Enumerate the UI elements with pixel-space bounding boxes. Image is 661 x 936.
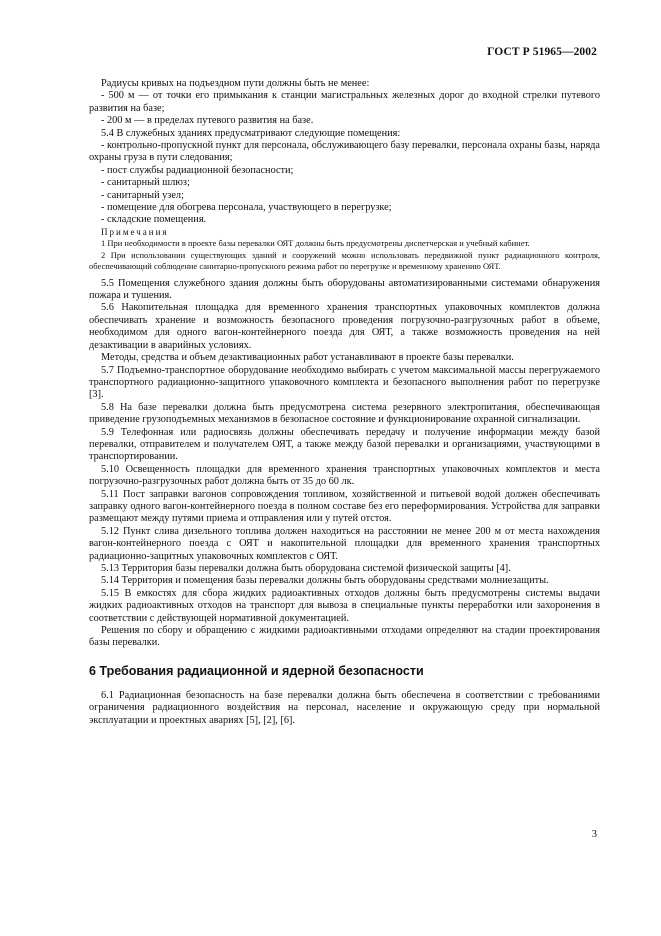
note-item: 2 При использовании существующих зданий и сооружений можно использовать передвижной пункт радиационного контроля, обеспечивающий соблюдение санитарно-пропускного режима работ по перегрузке и временному хранению ОЯТ. — [89, 250, 600, 272]
document-body — [89, 78, 600, 727]
page-number: 3 — [591, 829, 597, 840]
paragraph: 5.10 Освещенность площадки для временного хранения транспортных упаковочных комплектов и места погрузочно-разгрузочных работ должна быть от 35 до 60 лк. — [89, 463, 600, 488]
paragraph: Методы, средства и объем дезактивационных работ устанавливают в проекте базы перевалки. — [101, 352, 514, 364]
paragraph: 5.11 Пост заправки вагонов сопровождения топливом, хозяйственной и питьевой водой должен обеспечивать заправку одного вагон-контейнерного поезда в полном составе без его переформирования. Устройства для заправки размещают между путями приема и отправления или у путей отстоя. — [89, 488, 600, 525]
paragraph: 5.9 Телефонная или радиосвязь должны обеспечивать передачу и получение информации между базой перевалки, отправителем и получателем ОЯТ, а также между базой перевалки и организациями, участвующими в транспортировании. — [89, 426, 600, 463]
paragraph: 5.5 Помещения служебного здания должны быть оборудованы автоматизированными системами обнаружения пожара и тушения. — [89, 277, 600, 302]
paragraph: 5.4 В служебных зданиях предусматривают следующие помещения: — [101, 127, 401, 139]
paragraph: - санитарный узел; — [101, 189, 184, 201]
paragraph: - помещение для обогрева персонала, участвующего в перегрузке; — [101, 202, 392, 214]
document-header: ГОСТ Р 51965—2002 — [487, 46, 597, 58]
paragraph: 5.14 Территория и помещения базы перевалки должны быть оборудованы средствами молниезащиты. — [101, 575, 549, 587]
paragraph: Радиусы кривых на подъездном пути должны быть не менее: — [101, 78, 370, 89]
paragraph: 6.1 Радиационная безопасность на базе перевалки должна быть обеспечена в соответствии с требованиями ограничения радиационного воздействия на персонал, население и окружающую среду при нормальной эксплуатации и проектных авариях [5], [2], [6]. — [89, 689, 600, 726]
notes-heading: Примечания — [101, 226, 169, 237]
paragraph: 5.6 Накопительная площадка для временного хранения транспортных упаковочных комплектов должна обеспечивать хранение и возможность безопасного проведения погрузочно-разгрузочных работ в объеме, необходимом для одного вагон-контейнерного поезда для ОЯТ, а также возможность проведения на ней дезактивации в аварийных условиях. — [89, 302, 600, 351]
paragraph: 5.8 На базе перевалки должна быть предусмотрена система резервного электропитания, обеспечивающая приведение грузоподъемных механизмов в безопасное состояние и функционирование охранной сигнализации. — [89, 401, 600, 426]
paragraph: Решения по сбору и обращению с жидкими радиоактивными отходами определяют на стадии проектирования базы перевалки. — [89, 625, 600, 649]
paragraph: - контрольно-пропускной пункт для персонала, обслуживающего базу перевалки, персонала охраны базы, наряда охраны груза в пути следования; — [89, 140, 600, 164]
note-item: 1 При необходимости в проекте базы перевалки ОЯТ должны быть предусмотрены диспетчерская и учебный кабинет. — [101, 237, 530, 248]
paragraph: 5.15 В емкостях для сбора жидких радиоактивных отходов должны быть предусмотрены системы выдачи жидких радиоактивных отходов на транспорт для вывоза в специальные пункты переработки или захоронения в соответствии с действующей нормативной документацией. — [89, 587, 600, 624]
paragraph: 5.13 Территория базы перевалки должна быть оборудована системой физической защиты [4]. — [101, 563, 511, 574]
paragraph: - 500 м — от точки его примыкания к станции магистральных железных дорог до входной стрелки путевого развития на базе; — [89, 90, 600, 114]
paragraph: - 200 м — в пределах путевого развития на базе. — [101, 115, 314, 127]
paragraph: 5.12 Пункт слива дизельного топлива должен находиться на расстоянии не менее 200 м от места нахождения вагон-контейнерного поезда с ОЯТ и накопительной площадки для временного хранения транспортных радиационно-защитных упаковочных комплектов с ОЯТ. — [89, 525, 600, 562]
paragraph: - складские помещения. — [101, 214, 207, 226]
paragraph: - пост службы радиационной безопасности; — [101, 164, 294, 176]
section-title: 6 Требования радиационной и ядерной безопасности — [89, 663, 424, 678]
paragraph: 5.7 Подъемно-транспортное оборудование необходимо выбирать с учетом максимальной массы перегружаемого транспортного радиационно-защитного упаковочного комплекта и безопасного выполнения работ по перегрузке [3]. — [89, 364, 600, 401]
paragraph: - санитарный шлюз; — [101, 177, 190, 189]
